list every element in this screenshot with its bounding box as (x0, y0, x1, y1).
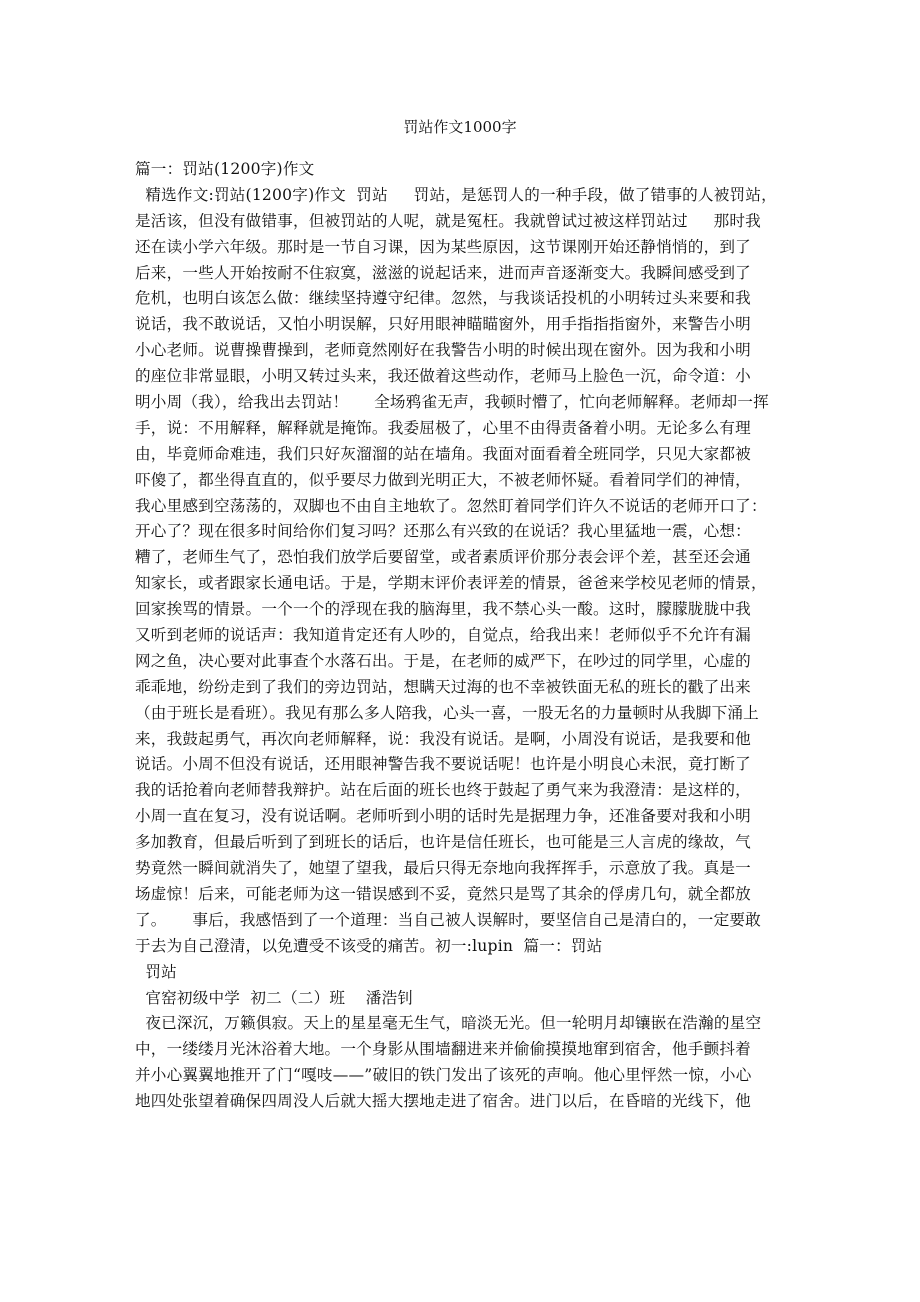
text-line: 说话。小周不但没有说话，还用眼神警告我不要说话呢！也许是小明良心未泯，竟打断了 (135, 755, 751, 774)
document-title: 罚站作文1000字 (403, 118, 517, 136)
document-body (135, 157, 815, 1115)
text-line: 由，毕竟师命难违，我们只好灰溜溜的站在墙角。我面对面看着全班同学，只见大家都被 (135, 444, 751, 463)
text-line: 来，我鼓起勇气，再次向老师解释，说：我没有说话。是啊，小周没有说话，是我要和他 (135, 729, 751, 748)
text-line: 小心老师。说曹操曹操到，老师竟然刚好在我警告小明的时候出现在窗外。因为我和小明 (135, 341, 751, 360)
text-line: 地四处张望着确保四周没人后就大摇大摆地走进了宿舍。进门以后，在昏暗的光线下，他 (135, 1092, 751, 1111)
text-line: 势竟然一瞬间就消失了，她望了望我，最后只得无奈地向我挥挥手，示意放了我。真是一 (135, 859, 751, 878)
text-line: 小周一直在复习，没有说话啊。老师听到小明的话时先是据理力争，还准备要对我和小明 (135, 807, 751, 826)
text-line: 场虚惊！后来，可能老师为这一错误感到不妥，竟然只是骂了其余的俘虏几句，就全都放 (135, 884, 751, 903)
text-line: 乖乖地，纷纷走到了我们的旁边罚站，想瞒天过海的也不幸被铁面无私的班长的戳了出来 (135, 677, 751, 696)
text-line: 说话，我不敢说话，又怕小明误解，只好用眼神瞄瞄窗外，用手指指指窗外，来警告小明 (135, 315, 751, 334)
text-line: 还在读小学六年级。那时是一节自习课，因为某些原因，这节课刚开始还静悄悄的，到了 (135, 237, 751, 256)
text-line: 我心里感到空荡荡的，双脚也不由自主地软了。忽然盯着同学们许久不说话的老师开口了： (135, 496, 767, 515)
text-line: 手，说：不用解释，解释就是掩饰。我委屈极了，心里不由得责备着小明。无论多么有理 (135, 418, 751, 437)
text-line: 开心了？现在很多时间给你们复习吗？还那么有兴致的在说话？我心里猛地一震，心想： (135, 522, 751, 541)
text-line: 中，一缕缕月光沐浴着大地。一个身影从围墙翻进来并偷偷摸摸地窜到宿舍，他手颤抖着 (135, 1040, 751, 1059)
text-line: 又听到老师的说话声：我知道肯定还有人吵的，自觉点，给我出来！老师似乎不允许有漏 (135, 626, 751, 645)
text-line: 罚站 (135, 962, 177, 981)
text-line: 糟了，老师生气了，恐怕我们放学后要留堂，或者素质评价那分表会评个差，甚至还会通 (135, 548, 751, 567)
text-line: 网之鱼，决心要对此事查个水落石出。于是，在老师的威严下，在吵过的同学里，心虚的 (135, 651, 751, 670)
text-line: 了。 事后，我感悟到了一个道理：当自己被人误解时，要坚信自己是清白的，一定要敢 (135, 910, 761, 929)
text-line: 明小周（我），给我出去罚站！ 全场鸦雀无声，我顿时懵了，忙向老师解释。老师却一挥 (135, 393, 769, 412)
text-line: 并小心翼翼地推开了门“嘎吱——”破旧的铁门发出了该死的声响。他心里怦然一惊，小心 (135, 1066, 752, 1085)
section-heading: 篇一：罚站(1200字)作文 (135, 160, 315, 178)
text-line: 多加教育，但最后听到了到班长的话后，也许是信任班长，也可能是三人言虎的缘故，气 (135, 833, 751, 852)
text-line: 是活该，但没有做错事，但被罚站的人呢，就是冤枉。我就曾试过被这样罚站过 那时我 (135, 211, 761, 230)
text-line: 我的话抢着向老师替我辩护。站在后面的班长也终于鼓起了勇气来为我澄清：是这样的， (135, 781, 751, 800)
text-line: （由于班长是看班）。我见有那么多人陪我，心头一喜，一股无名的力量顿时从我脚下涌上 (135, 703, 759, 722)
text-line: 后来，一些人开始按耐不住寂寞，滋滋的说起话来，进而声音逐渐变大。我瞬间感受到了 (135, 263, 751, 282)
text-line: 吓傻了，都坐得直直的，似乎要尽力做到光明正大，不被老师怀疑。看着同学们的神情， (135, 470, 751, 489)
text-line: 知家长，或者跟家长通电话。于是，学期末评价表评差的情景，爸爸来学校见老师的情景， (135, 574, 767, 593)
text-line: 于去为自己澄清，以免遭受不该受的痛苦。初一:lupin 篇一：罚站 (135, 936, 603, 955)
text-line: 回家挨骂的情景。一个一个的浮现在我的脑海里，我不禁心头一酸。这时，朦朦胧胧中我 (135, 600, 751, 619)
text-line: 精选作文:罚站(1200字)作文 罚站 罚站，是惩罚人的一种手段，做了错事的人被罚站， (135, 185, 777, 204)
text-line: 危机，也明白该怎么做：继续坚持遵守纪律。忽然，与我谈话投机的小明转过头来要和我 (135, 289, 751, 308)
text-line: 官窑初级中学 初二（二）班 潘浩钊 (135, 988, 414, 1007)
text-line: 夜已深沉，万籁俱寂。天上的星星毫无生气，暗淡无光。但一轮明月却镶嵌在浩瀚的星空 (135, 1014, 762, 1033)
text-line: 的座位非常显眼，小明又转过头来，我还做着这些动作，老师马上脸色一沉，命令道：小 (135, 367, 751, 386)
